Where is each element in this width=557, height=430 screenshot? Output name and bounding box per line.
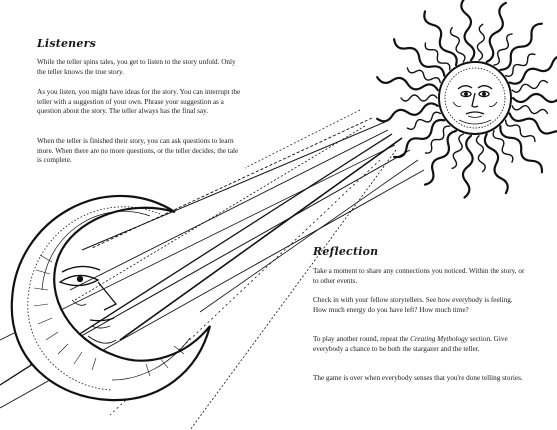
sun-ray [500, 24, 542, 70]
sun-ray [450, 28, 464, 62]
sun-ray [463, 136, 473, 198]
sun-ray [494, 34, 512, 65]
sun-ray [377, 77, 438, 90]
sun-ray [487, 3, 506, 62]
reflection-paragraph-2: Check in with your fellow storytellers. See how everybody is feeling. How much energy do you have left? How much time? [313, 296, 513, 314]
sun-ray [452, 134, 463, 168]
sun-ray [510, 56, 557, 84]
reflection-paragraph-1: Take a moment to share any connections you noticed. Within the story, or to other events. [313, 267, 525, 285]
sun-ray [512, 106, 547, 114]
reflection-paragraph-3-end: section. Give everybody a chance to be both the stargazer and the teller. [313, 335, 508, 353]
sun-ray [510, 114, 557, 139]
sun-illustration [377, 0, 557, 198]
sun-ray [401, 95, 437, 101]
sun-ray [426, 126, 450, 153]
listeners-paragraph-1: While the teller spins tales, you get to listen to the story unfold. Only the teller knows the true story. [37, 58, 236, 76]
sun-ray [377, 103, 438, 121]
sun-ray [424, 11, 456, 65]
sun-ray [477, 24, 484, 60]
reflection-heading: Reflection [313, 245, 379, 258]
listeners-paragraph-3: When the teller is finished their story, you can ask questions to learn more. When there are no more questions, or the teller decides, the tale is complete. [37, 137, 239, 165]
listeners-heading: Listeners [37, 37, 96, 50]
sun-ray [407, 68, 440, 83]
creating-mythology-reference: Creating Mythology [410, 335, 468, 343]
reflection-paragraph-4: The game is over when everybody senses that you're done telling stories. [313, 374, 523, 382]
reflection-paragraph-3-start: To play another round, repeat the [313, 335, 411, 343]
listeners-paragraph-2: As you listen, you might have ideas for the story. You can interrupt the teller with a suggestion of your own. Phrase your suggestion as a question about the story. The teller always has the final say. [37, 88, 241, 116]
sun-ray [513, 94, 557, 102]
reflection-paragraph-3 [313, 335, 525, 354]
moon-illustration [12, 196, 210, 400]
sun-ray [461, 0, 474, 60]
